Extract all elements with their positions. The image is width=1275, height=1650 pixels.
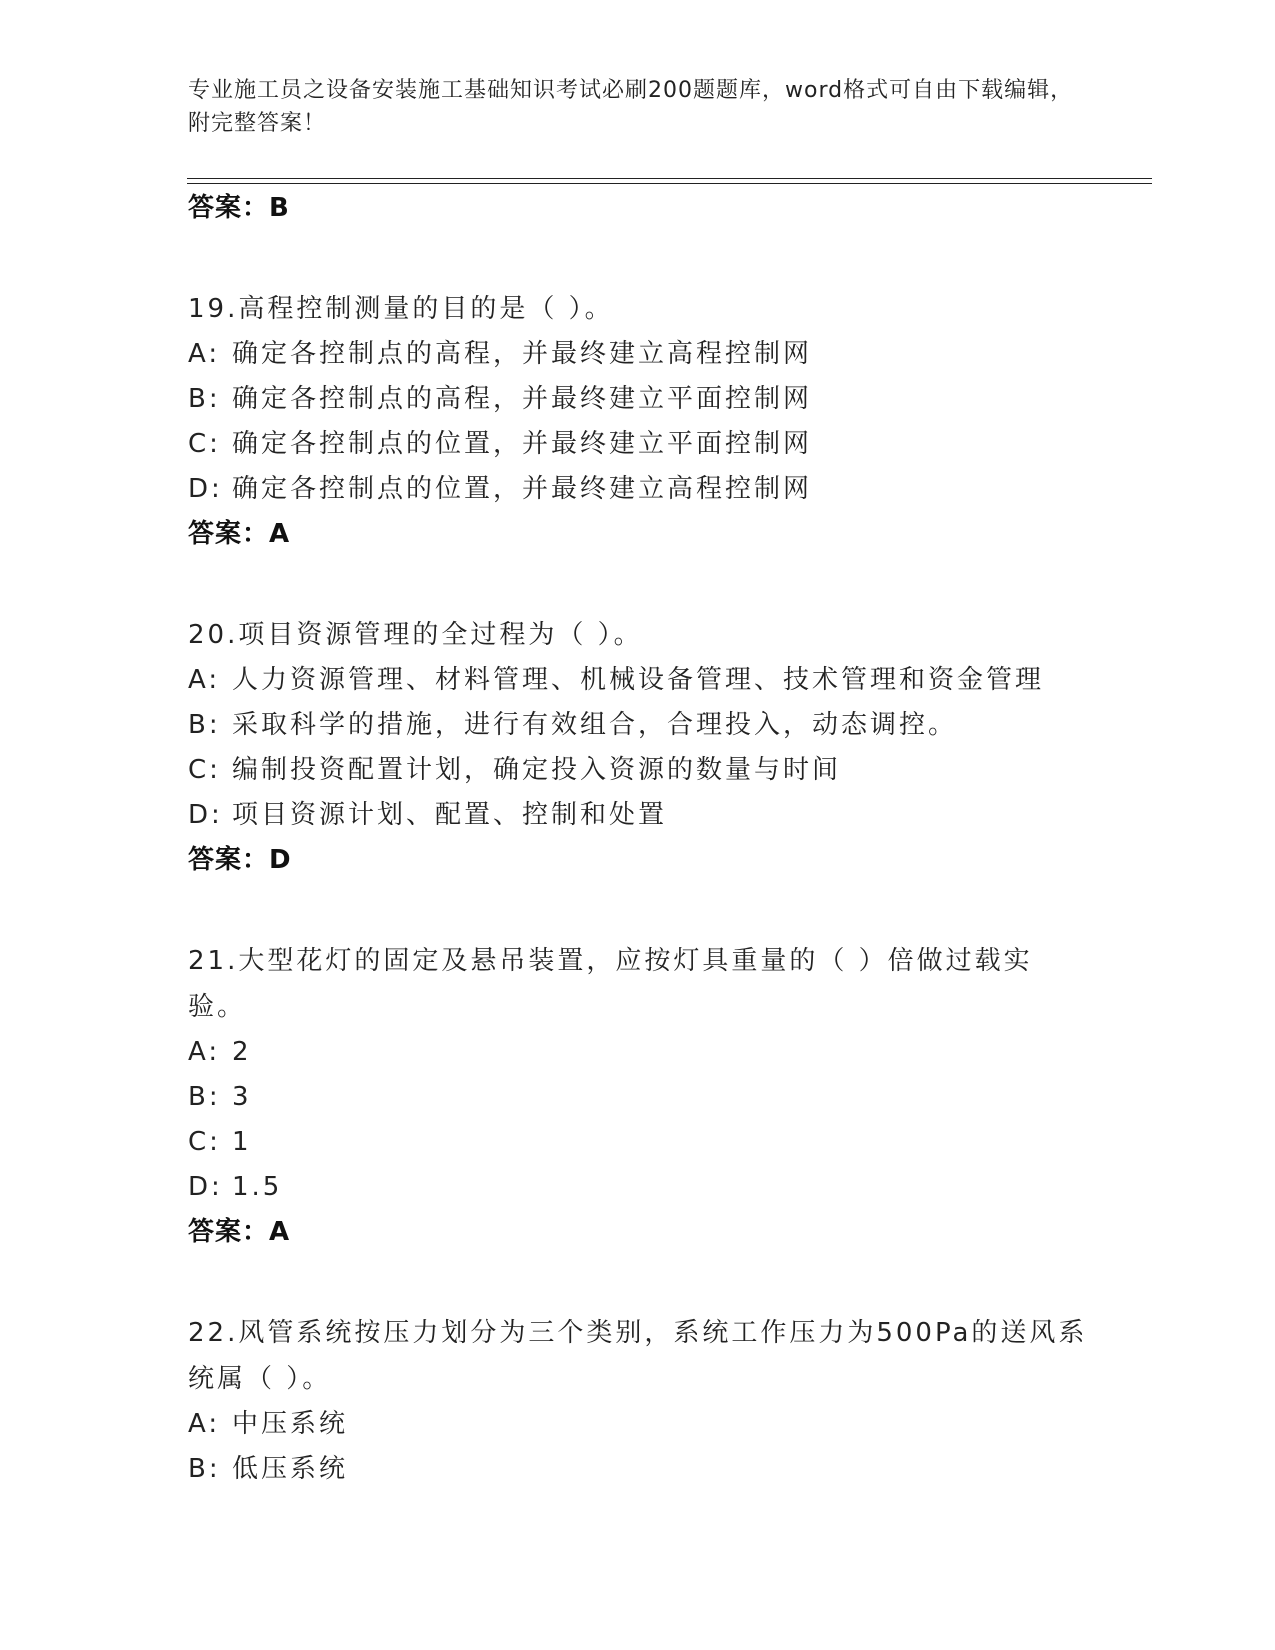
option-row: [188, 658, 1088, 703]
option-key: B:: [188, 1454, 221, 1484]
option-row: [188, 748, 1088, 793]
option-key: C:: [188, 755, 221, 785]
header-rule-top: [187, 178, 1152, 179]
option-text: 确定各控制点的位置，并最终建立平面控制网: [232, 429, 813, 459]
option-row: [188, 332, 1088, 377]
option-text: 3: [232, 1082, 252, 1112]
answer-line: 答案：A: [188, 519, 291, 549]
option-row: [188, 1030, 1088, 1075]
document-body: [188, 186, 1088, 1492]
option-key: D:: [188, 474, 223, 504]
option-key: B:: [188, 1082, 221, 1112]
option-text: 项目资源计划、配置、控制和处置: [232, 800, 668, 830]
option-key: C:: [188, 429, 221, 459]
option-row: [188, 1402, 1088, 1447]
option-text: 确定各控制点的高程，并最终建立高程控制网: [232, 339, 813, 369]
option-row: [188, 467, 1088, 512]
option-key: A:: [188, 665, 221, 695]
option-key: D:: [188, 800, 223, 830]
question-block: [188, 286, 1088, 556]
spacer: [188, 1254, 1088, 1310]
spacer: [188, 556, 1088, 612]
option-text: 确定各控制点的位置，并最终建立高程控制网: [232, 474, 813, 504]
option-text: 采取科学的措施，进行有效组合，合理投入，动态调控。: [232, 710, 958, 740]
option-key: C:: [188, 1127, 221, 1157]
question-stem: 22.风管系统按压力划分为三个类别，系统工作压力为500Pa的送风系统属（ ）。: [188, 1318, 1088, 1394]
option-row: [188, 1447, 1088, 1492]
document-header: 专业施工员之设备安装施工基础知识考试必刷200题题库，word格式可自由下载编辑，附完整答案！: [188, 78, 1074, 136]
option-row: [188, 793, 1088, 838]
question-stem: 21.大型花灯的固定及悬吊装置，应按灯具重量的（ ）倍做过载实验。: [188, 946, 1033, 1022]
option-key: A:: [188, 1409, 221, 1439]
question-stem: 20.项目资源管理的全过程为（ ）。: [188, 620, 643, 650]
option-text: 低压系统: [232, 1454, 349, 1484]
question-stem: 19.高程控制测量的目的是（ ）。: [188, 294, 614, 324]
question-block: [188, 612, 1088, 882]
option-row: [188, 703, 1088, 748]
option-text: 确定各控制点的高程，并最终建立平面控制网: [232, 384, 813, 414]
option-row: [188, 1075, 1088, 1120]
option-row: [188, 1165, 1088, 1210]
answer-line: 答案：D: [188, 845, 292, 875]
option-key: A:: [188, 1037, 221, 1067]
answer-line: 答案：A: [188, 1217, 291, 1247]
option-key: A:: [188, 339, 221, 369]
option-row: [188, 422, 1088, 467]
option-text: 2: [232, 1037, 252, 1067]
option-key: D:: [188, 1172, 223, 1202]
option-text: 人力资源管理、材料管理、机械设备管理、技术管理和资金管理: [232, 665, 1045, 695]
option-text: 1: [232, 1127, 252, 1157]
spacer: [188, 882, 1088, 938]
option-key: B:: [188, 384, 221, 414]
option-row: [188, 1120, 1088, 1165]
question-block: [188, 938, 1088, 1254]
option-text: 编制投资配置计划，确定投入资源的数量与时间: [232, 755, 842, 785]
option-row: [188, 377, 1088, 422]
spacer: [188, 230, 1088, 286]
header-rule-bottom: [187, 183, 1152, 184]
option-text: 中压系统: [232, 1409, 349, 1439]
question-block: [188, 1310, 1088, 1492]
option-key: B:: [188, 710, 221, 740]
answer-line: 答案：B: [188, 193, 290, 223]
option-text: 1.5: [232, 1172, 283, 1202]
